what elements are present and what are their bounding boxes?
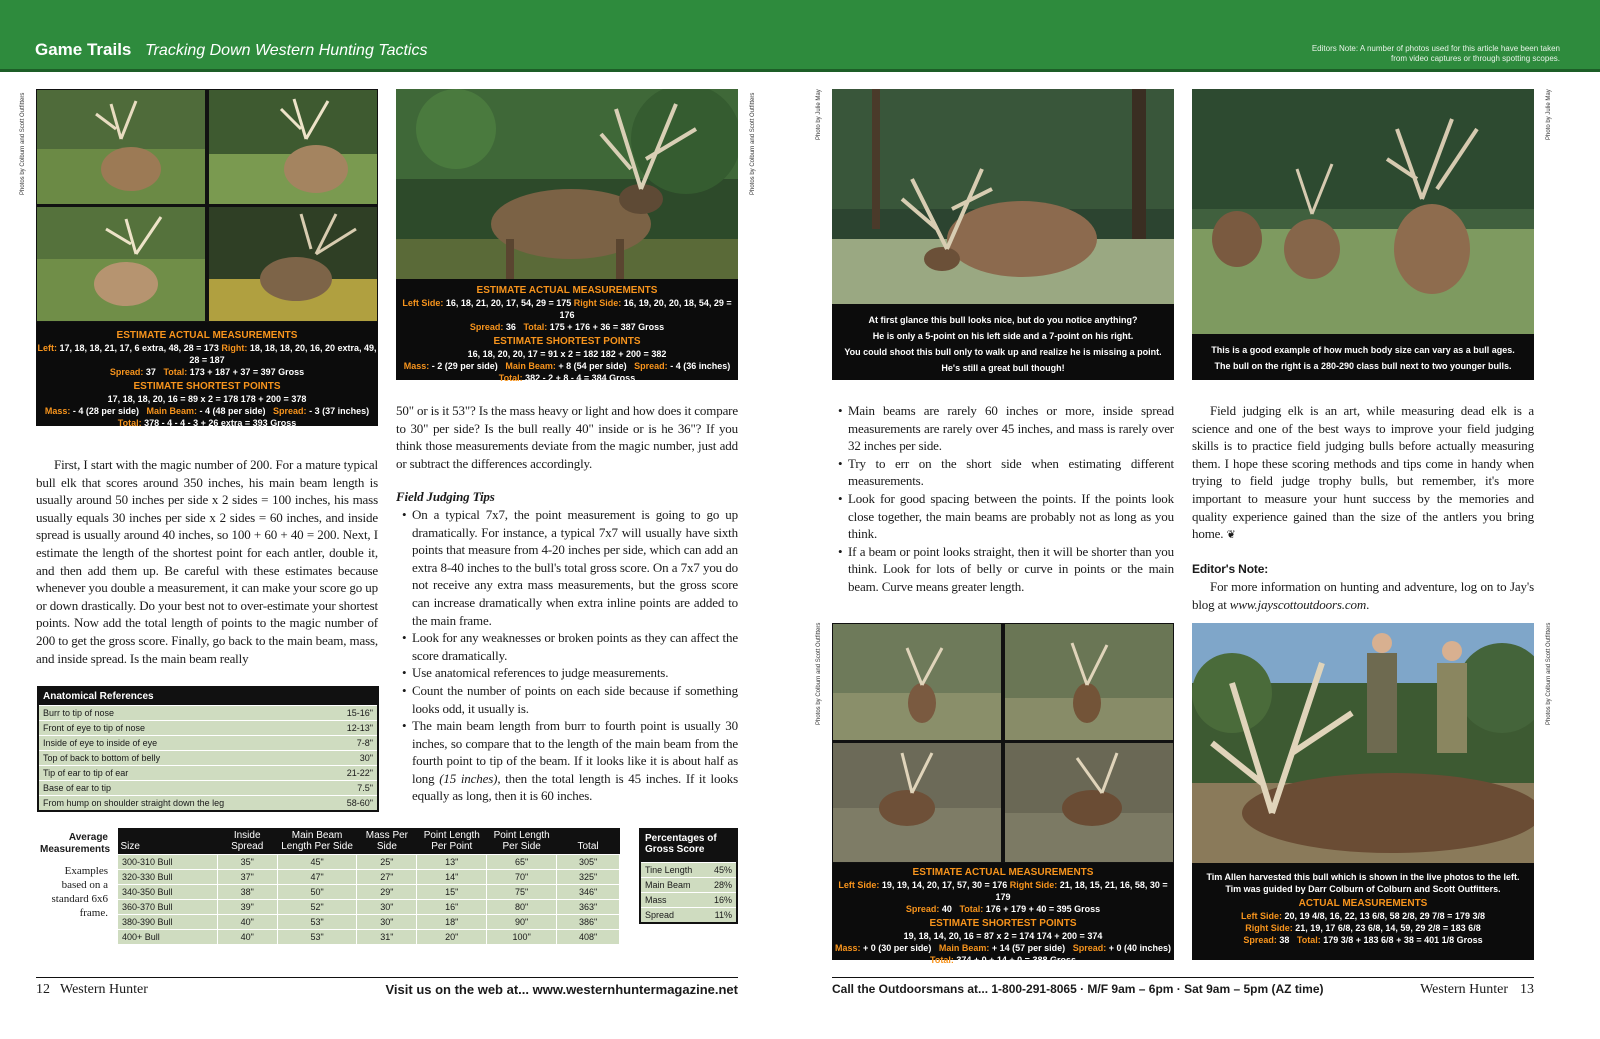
caption-label: Total: [959,904,984,914]
column-4-text [1192,402,1534,614]
table-cell: 53" [277,930,357,945]
caption-line: He is only a 5-point on his left side and a 7-point on his right. [872,331,1134,341]
hoofprint-icon: ❦ [1226,529,1236,542]
row-value: 11% [714,910,732,920]
list-item: • Use anatomical references to judge measurements. [396,664,738,682]
caption-value: 179 3/8 + 183 6/8 + 38 = 401 1/8 Gross [1323,935,1483,945]
column-header: Inside Spread [217,828,277,855]
caption-value: + 0 (30 per side) [863,943,932,953]
list-item: • On a typical 7x7, the point measurement is going to go up dramatically. For instance, a typical 7x7 will usually have sixth points that measure from 4-20 inches per side, which can add an extra 8-40 inches to the bull's total gross score. On a 7x7 you do not receive any extra mass measurements, but the gross score can increase dramatically when extra inline points are added to the main frame. [396,506,738,629]
elk-photo-2 [396,89,738,279]
anatomical-references-table [37,686,379,812]
column-1-text [36,456,378,667]
elk-herd-image [1192,89,1534,334]
table-title: Percentages of Gross Score [641,830,736,862]
table-cell: 346" [557,885,620,900]
column-header: Total [557,828,620,855]
caption-label: Main Beam: [505,361,556,371]
table-row [118,870,620,885]
list-item: • Count the number of points on each side because if something looks odd, it usually is. [396,682,738,717]
row-value: 7.5" [357,783,373,793]
caption-line: Tim was guided by Darr Colburn of Colburn and Scott Outfitters. [1225,884,1501,894]
column-4-paragraph [1192,402,1534,545]
caption-photo-3 [832,304,1174,380]
caption-value: 16, 18, 20, 20, 17 = 91 x 2 = 182 182 + 200 = 382 [467,349,667,359]
caption-photo-5 [832,863,1174,965]
caption-label: Total: [163,367,188,377]
row-value: 7-8" [356,738,373,748]
caption-label: Spread: [469,322,504,332]
table-cell: 340-350 Bull [118,885,218,900]
row-label: Top of back to bottom of belly [43,753,161,763]
table-title: Anatomical References [39,688,377,705]
caption-value: 36 [505,322,516,332]
caption-label: Left: [37,343,57,353]
caption-value: - 2 (29 per side) [431,361,498,371]
table-cell: 14" [417,870,487,885]
caption-value: 16, 19, 20, 20, 18, 54, 29 = 176 [559,298,732,320]
caption-heading: ESTIMATE SHORTEST POINTS [133,381,281,392]
editors-note: Editors Note: A number of photos used for this article have been taken from video captures or through spotting scopes. [1311,44,1560,63]
table-cell: 325" [557,870,620,885]
list-item [396,717,738,805]
caption-line: You could shoot this bull only to walk up and realize he is missing a point. [844,347,1162,357]
caption-value: 17, 18, 18, 20, 16 = 89 x 2 = 178 178 + 200 = 378 [107,394,307,404]
header-bar [0,0,1600,72]
list-emphasis: (15 inches) [439,770,498,786]
table-cell: 360-370 Bull [118,900,218,915]
row-value: 28% [713,880,732,890]
table-cell: 75" [487,885,557,900]
list-item: • Try to err on the short side when estimating different measurements. [832,455,1174,490]
table-cell: 15" [417,885,487,900]
caption-value: 19, 19, 14, 20, 17, 57, 30 = 176 [881,880,1008,890]
caption-photo-6 [1192,863,1534,960]
caption-value: - 3 (37 inches) [309,406,370,416]
list-item: • Look for good spacing between the points. If the points look close together, the main beams are probably not as long as you think. [832,490,1174,543]
caption-line: He's still a great bull though! [941,363,1065,373]
list-item: • Main beams are rarely 60 inches or more, inside spread measurements are rarely over 45 inches, and mass is rarely over 32 inches per side. [832,402,1174,455]
caption-label: Left Side: [1241,911,1283,921]
section-subtitle: Tracking Down Western Hunting Tactics [145,42,428,59]
list-text: , then the total length is 45 inches. If it looks equally as long, then it is 60 inches. [412,770,738,804]
table-cell: 31" [357,930,417,945]
caption-value: 17, 18, 18, 21, 17, 6 extra, 48, 28 = 173 [59,343,219,353]
column-header: Main Beam Length Per Side [277,828,357,855]
table-row [118,855,620,870]
table-cell: 35" [217,855,277,870]
column-2-paragraph: 50" or is it 53"? Is the mass heavy or light and how does it compare to 30" per side? Is the bull really 40" inside or is he 36"? If you think those measurements deviate from the magic number, just add or subtract the differences accordingly. [396,403,738,471]
table-row [39,780,377,795]
editors-note-text [1192,578,1534,613]
elk-photo-4 [1192,89,1534,334]
table-row [39,795,377,810]
table-cell: 52" [277,900,357,915]
row-value: 45% [713,865,732,875]
photo-credit-6: Photos by Colburn and Scott Outfitters [1546,622,1552,725]
page-number-left: 12 [36,982,50,997]
table-cell: 386" [557,915,620,930]
table-row [39,765,377,780]
caption-line: At first glance this bull looks nice, but do you notice anything? [868,315,1138,325]
table-row [118,915,620,930]
table-cell: 80" [487,900,557,915]
row-label: Tip of ear to tip of ear [43,768,129,778]
caption-value: + 14 (57 per side) [991,943,1066,953]
elk-forest-image [396,89,738,279]
table-row [39,705,377,720]
caption-label: Spread: [1243,935,1277,945]
table-cell: 18" [417,915,487,930]
caption-value: - 4 (36 inches) [670,361,731,371]
caption-label: Spread: [905,904,940,914]
table-cell: 30" [357,915,417,930]
blog-link[interactable]: www.jayscottoutdoors.com [1229,596,1367,612]
caption-value: 382 - 2 + 8 - 4 = 384 Gross [525,373,636,383]
table-cell: 65" [487,855,557,870]
column-header: Mass Per Side [357,828,417,855]
table-cell: 100" [487,930,557,945]
table-row [118,930,620,945]
photo-credit-5: Photos by Colburn and Scott Outfitters [816,622,822,725]
caption-photo-1 [36,322,378,426]
caption-value: 21, 19, 17 6/8, 23 6/8, 14, 59, 29 2/8 = 183 6/8 [1295,923,1481,933]
elk-photo-grid-1 [36,89,378,322]
page-number-right: 13 [1520,982,1534,997]
field-judging-heading: Field Judging Tips [396,489,495,505]
column-2-text [396,402,738,805]
caption-label: Right: [221,343,248,353]
caption-label: Mass: [835,943,861,953]
tips-list-continued [832,402,1174,596]
table-row [39,750,377,765]
table-cell: 40" [217,930,277,945]
column-header: Size [118,828,218,855]
table-cell: 40" [217,915,277,930]
caption-value: 176 + 179 + 40 = 395 Gross [985,904,1101,914]
table-row [39,735,377,750]
caption-line: Tim Allen harvested this bull which is shown in the live photos to the left. [1206,872,1520,882]
row-value: 58-60" [346,798,373,808]
caption-label: Mass: [403,361,430,371]
caption-value: 37 [145,367,156,377]
table-cell: 50" [277,885,357,900]
row-value: 21-22" [346,768,373,778]
caption-label: Total: [117,418,142,428]
table-row [118,900,620,915]
caption-value: 18, 18, 18, 20, 16, 20 extra, 49, 28 = 187 [189,343,377,365]
caption-value: - 4 (28 per side) [72,406,139,416]
caption-line: This is a good example of how much body size can vary as a bull ages. [1211,345,1515,355]
caption-label: Right Side: [1245,923,1293,933]
table-cell: 380-390 Bull [118,915,218,930]
row-value: 30" [359,753,373,763]
row-label: Inside of eye to inside of eye [43,738,158,748]
elk-grid-image [36,89,378,322]
table-cell: 400+ Bull [118,930,218,945]
table-cell: 39" [217,900,277,915]
caption-value: + 0 (40 inches) [1108,943,1171,953]
table-cell: 47" [277,870,357,885]
magazine-name-left: Western Hunter [60,982,148,997]
table-cell: 37" [217,870,277,885]
caption-heading: ESTIMATE ACTUAL MEASUREMENTS [912,867,1094,878]
caption-label: Total: [523,322,548,332]
paragraph-text: Field judging elk is an art, while measuring dead elk is a science and one of the best ways to improve your field judging skills is to practice field judging bulls before actually measuring them. I hope these scoring methods and tips come in handy when trying to field judge trophy bulls, but remember, it's more important to measure your hunt success by the memories and quality experience gained than the size of the antlers you bring home. [1192,403,1534,542]
column-3-text [832,402,1174,596]
caption-label: Total: [930,955,954,965]
row-label: Burr to tip of nose [43,708,115,718]
caption-value: 38 [1279,935,1290,945]
list-text: The main beam length from burr to fourth point is usually 30 inches, so compare that to the length of the main beam from the fourth point to tip of the beam. If it looks like it is about half as long [412,718,738,786]
caption-label: Spread: [109,367,144,377]
elk-meadow-image [832,89,1174,304]
caption-value: - 4 (48 per side) [199,406,266,416]
table-cell: 20" [417,930,487,945]
caption-label: Main Beam: [146,406,197,416]
average-measurements-title: Average Measurements [40,832,111,855]
row-label: Base of ear to tip [43,783,112,793]
table-cell: 90" [487,915,557,930]
caption-value: 16, 18, 21, 20, 17, 54, 29 = 175 [445,298,572,308]
magazine-name-right: Western Hunter [1420,982,1508,997]
table-cell: 70" [487,870,557,885]
row-label: Tine Length [645,865,693,875]
hunters-with-elk-photo [1192,623,1534,863]
caption-value: 40 [941,904,952,914]
table-cell: 25" [357,855,417,870]
caption-label: Main Beam: [938,943,990,953]
caption-label: Left Side: [402,298,444,308]
table-cell: 408" [557,930,620,945]
table-cell: 45" [277,855,357,870]
caption-label: Left Side: [838,880,880,890]
hunters-image [1192,623,1534,863]
table-cell: 13" [417,855,487,870]
row-label: Spread [645,910,675,920]
table-cell: 16" [417,900,487,915]
table-cell: 320-330 Bull [118,870,218,885]
table-row [39,720,377,735]
percentages-table [639,828,738,924]
photo-credit-4: Photo by Julie May [1546,89,1552,140]
elk-photo-grid-5 [832,623,1174,863]
footer-right [832,977,1534,1001]
column-header: Point Length Per Side [487,828,557,855]
editors-note-heading: Editor's Note: [1192,561,1269,576]
table-row [118,885,620,900]
table-row [641,877,736,892]
table-row [641,892,736,907]
caption-photo-2 [396,279,738,383]
average-measurements-table [117,828,620,945]
average-measurements-examples: Examples based on a standard 6x6 frame. [51,865,108,919]
caption-heading: ACTUAL MEASUREMENTS [1298,898,1428,909]
photo-credit-2: Photos by Colburn and Scott Outfitters [750,92,756,195]
caption-heading: ESTIMATE SHORTEST POINTS [493,336,641,347]
phone-info: Call the Outdoorsmans at... 1-800-291-8065 · M/F 9am – 6pm · Sat 9am – 5pm (AZ time) [832,982,1324,996]
row-value: 16% [713,895,732,905]
row-label: Front of eye to tip of nose [43,723,146,733]
caption-value: + 8 (54 per side) [558,361,627,371]
table-cell: 29" [357,885,417,900]
average-table-body [118,855,620,945]
table-cell: 30" [357,900,417,915]
caption-value: 20, 19 4/8, 16, 22, 13 6/8, 58 2/8, 29 7/8 = 179 3/8 [1284,911,1485,921]
list-item: • Look for any weaknesses or broken points as they can affect the score dramatically. [396,629,738,664]
caption-heading: ESTIMATE ACTUAL MEASUREMENTS [116,330,298,341]
caption-label: Spread: [634,361,668,371]
table-cell: 53" [277,915,357,930]
caption-label: Right Side: [1009,880,1058,890]
table-row [641,862,736,877]
photo-credit-3: Photo by Julie May [816,89,822,140]
caption-label: Total: [1296,935,1321,945]
table-cell: 363" [557,900,620,915]
row-label: From hump on shoulder straight down the leg [43,798,225,808]
column-header: Point Length Per Point [417,828,487,855]
row-label: Mass [645,895,667,905]
note-end: . [1366,596,1370,612]
caption-value: 173 + 187 + 37 = 397 Gross [189,367,305,377]
row-value: 12-13" [346,723,373,733]
caption-heading: ESTIMATE SHORTEST POINTS [929,918,1077,929]
table-header-row [118,828,620,855]
photo-credit-1: Photos by Colburn and Scott Outfitters [20,92,26,195]
caption-heading: ESTIMATE ACTUAL MEASUREMENTS [476,285,658,296]
caption-label: Right Side: [573,298,622,308]
caption-photo-4 [1192,334,1534,380]
table-cell: 27" [357,870,417,885]
caption-label: Total: [498,373,523,383]
column-1-paragraph: First, I start with the magic number of 200. For a mature typical bull elk that scores around 350 inches, his main beam length is usually around 50 inches per side x 2 sides = 100 inches, his mass usually equals 30 inches per side x 2 sides = 60 inches, and inside spread is usually around 40 inches, so 100 + 60 + 40 = 200. Next, I estimate the length of the shortest point for each antler, double it, and then add them up. Be careful with these estimates because whenever you double a measurement, it can make your score go up or down drastically. Do your best not to over-estimate your shortest points. Now add the total length of points to the magic number of 200 to get the gross score. Finally, go back to the main beam, mass, and inside spread. Is the main beam really [36,457,378,666]
table-row [641,907,736,922]
list-item: • If a beam or point looks straight, then it will be shorter than you think. Look for lots of belly or curve in points or the main beam. Curve means greater length. [832,543,1174,596]
table-cell: 38" [217,885,277,900]
table-cell: 305" [557,855,620,870]
row-label: Main Beam [645,880,691,890]
table-cell: 300-310 Bull [118,855,218,870]
elk-grid-image-2 [832,623,1174,863]
field-judging-list [396,506,738,805]
note-text: For more information on hunting and adventure, log on to Jay's blog at [1192,579,1534,612]
caption-label: Spread: [1072,943,1107,953]
caption-line: The bull on the right is a 280-290 class bull next to two younger bulls. [1214,361,1512,371]
caption-label: Mass: [44,406,71,416]
row-value: 15-16" [346,708,373,718]
section-title: Game Trails [35,40,132,59]
elk-photo-3 [832,89,1174,304]
caption-value: 19, 18, 14, 20, 16 = 87 x 2 = 174 174 + 200 = 374 [903,931,1103,941]
caption-value: 378 - 4 - 4 - 3 + 26 extra = 393 Gross [144,418,297,428]
caption-value: 175 + 176 + 36 = 387 Gross [549,322,665,332]
website-link[interactable]: Visit us on the web at... www.westernhuntermagazine.net [385,982,738,997]
caption-label: Spread: [273,406,307,416]
footer-left [36,977,738,1001]
caption-value: 21, 18, 15, 21, 16, 58, 30 = 179 [995,880,1168,902]
caption-value: 374 + 0 + 14 + 0 = 388 Gross [956,955,1076,965]
